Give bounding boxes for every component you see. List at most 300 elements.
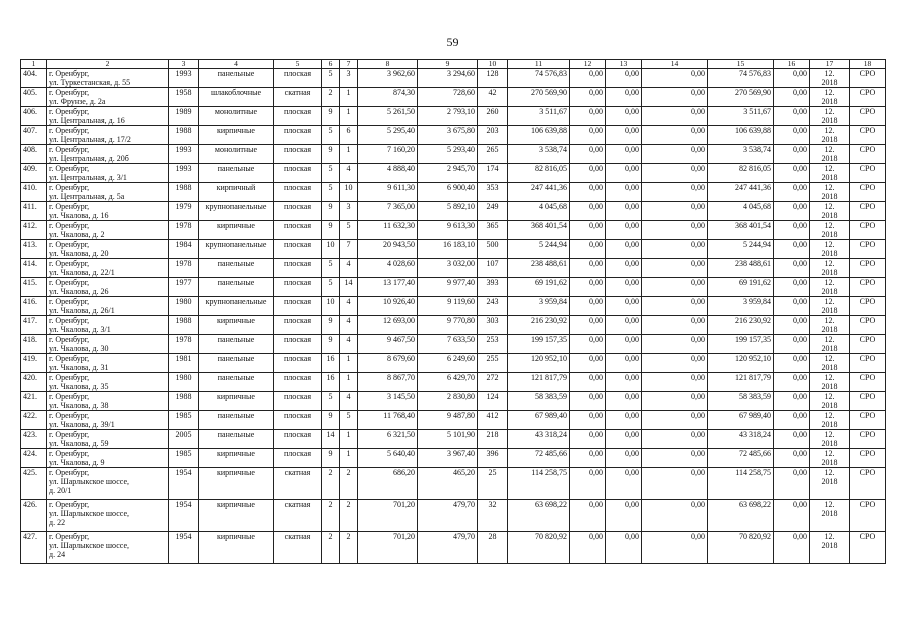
column-header-16: 16 — [774, 60, 810, 69]
column-header-12: 12 — [570, 60, 606, 69]
deadline-month: 12. — [824, 335, 835, 344]
address-line: г. Оренбург, — [49, 500, 90, 509]
total-cost-cell: 3 959,84 — [508, 297, 570, 316]
deadline-month: 12. — [824, 354, 835, 363]
floors-cell: 14 — [322, 430, 340, 449]
total-cost-cell: 63 698,22 — [508, 500, 570, 532]
cost-col-16-cell: 0,00 — [774, 126, 810, 145]
source-cell: СРО — [850, 316, 886, 335]
wall-material-cell: кирпичные — [199, 500, 274, 532]
floors-cell: 5 — [322, 259, 340, 278]
address-line: г. Оренбург, — [49, 297, 90, 306]
deadline-year: 2018 — [821, 268, 838, 277]
wall-material-cell: кирпичные — [199, 532, 274, 564]
cost-col-12-cell: 0,00 — [570, 183, 606, 202]
cost-col-15-cell: 63 698,22 — [708, 500, 774, 532]
year-built-cell: 2005 — [169, 430, 199, 449]
row-number: 414. — [21, 259, 47, 278]
source-cell: СРО — [850, 164, 886, 183]
roof-type-cell: плоская — [274, 392, 322, 411]
cost-col-15-cell: 247 441,36 — [708, 183, 774, 202]
residents-cell: 124 — [478, 392, 508, 411]
cost-col-15-cell: 69 191,62 — [708, 278, 774, 297]
cost-col-12-cell: 0,00 — [570, 392, 606, 411]
cost-col-14-cell: 0,00 — [642, 88, 708, 107]
year-built-cell: 1978 — [169, 259, 199, 278]
wall-material-cell: панельные — [199, 335, 274, 354]
cost-col-15-cell: 72 485,66 — [708, 449, 774, 468]
address-line: д. 24 — [49, 550, 66, 559]
floors-cell: 10 — [322, 240, 340, 259]
address-line: ул. Центральная, д. 5а — [49, 192, 125, 201]
source-cell: СРО — [850, 392, 886, 411]
source-cell: СРО — [850, 88, 886, 107]
source-cell: СРО — [850, 468, 886, 500]
entrances-cell: 4 — [340, 335, 358, 354]
deadline-year: 2018 — [821, 173, 838, 182]
deadline-month: 12. — [824, 202, 835, 211]
page-number: 59 — [446, 35, 459, 49]
total-cost-cell: 3 511,67 — [508, 107, 570, 126]
cost-col-15-cell: 67 989,40 — [708, 411, 774, 430]
living-area-cell: 3 032,00 — [418, 259, 478, 278]
cost-col-13-cell: 0,00 — [606, 202, 642, 221]
cost-col-14-cell: 0,00 — [642, 430, 708, 449]
source-cell: СРО — [850, 373, 886, 392]
address-line: г. Оренбург, — [49, 221, 90, 230]
column-header-18: 18 — [850, 60, 886, 69]
total-area-cell: 3 962,60 — [358, 69, 418, 88]
cost-col-12-cell: 0,00 — [570, 240, 606, 259]
address-line: ул. Центральная, д. 17/2 — [49, 135, 131, 144]
column-header-5: 5 — [274, 60, 322, 69]
address-cell — [47, 335, 169, 354]
deadline-year: 2018 — [821, 363, 838, 372]
address-cell — [47, 532, 169, 564]
floors-cell: 5 — [322, 183, 340, 202]
deadline-cell — [810, 430, 850, 449]
source-cell: СРО — [850, 532, 886, 564]
total-cost-cell: 121 817,79 — [508, 373, 570, 392]
column-header-10: 10 — [478, 60, 508, 69]
residents-cell: 218 — [478, 430, 508, 449]
year-built-cell: 1993 — [169, 145, 199, 164]
living-area-cell: 465,20 — [418, 468, 478, 500]
source-cell: СРО — [850, 145, 886, 164]
table-row — [21, 316, 886, 335]
cost-col-12-cell: 0,00 — [570, 69, 606, 88]
year-built-cell: 1988 — [169, 392, 199, 411]
row-number: 412. — [21, 221, 47, 240]
roof-type-cell: плоская — [274, 259, 322, 278]
total-cost-cell: 43 318,24 — [508, 430, 570, 449]
cost-col-13-cell: 0,00 — [606, 297, 642, 316]
total-area-cell: 701,20 — [358, 500, 418, 532]
residents-cell: 243 — [478, 297, 508, 316]
year-built-cell: 1985 — [169, 411, 199, 430]
address-line: ул. Фрунзе, д. 2а — [49, 97, 106, 106]
address-cell — [47, 183, 169, 202]
address-cell — [47, 145, 169, 164]
deadline-month: 12. — [824, 468, 835, 477]
row-number: 427. — [21, 532, 47, 564]
living-area-cell: 2 793,10 — [418, 107, 478, 126]
living-area-cell: 728,60 — [418, 88, 478, 107]
deadline-cell — [810, 500, 850, 532]
cost-col-12-cell: 0,00 — [570, 335, 606, 354]
row-number: 425. — [21, 468, 47, 500]
entrances-cell: 4 — [340, 316, 358, 335]
column-header-17: 17 — [810, 60, 850, 69]
cost-col-13-cell: 0,00 — [606, 500, 642, 532]
roof-type-cell: плоская — [274, 449, 322, 468]
entrances-cell: 1 — [340, 354, 358, 373]
deadline-cell — [810, 202, 850, 221]
year-built-cell: 1977 — [169, 278, 199, 297]
address-line: ул. Чкалова, д. 3/1 — [49, 325, 111, 334]
total-cost-cell: 67 989,40 — [508, 411, 570, 430]
deadline-year: 2018 — [821, 541, 838, 550]
entrances-cell: 10 — [340, 183, 358, 202]
living-area-cell: 5 293,40 — [418, 145, 478, 164]
living-area-cell: 6 900,40 — [418, 183, 478, 202]
cost-col-14-cell: 0,00 — [642, 468, 708, 500]
cost-col-16-cell: 0,00 — [774, 532, 810, 564]
wall-material-cell: панельные — [199, 278, 274, 297]
address-line: г. Оренбург, — [49, 145, 90, 154]
floors-cell: 9 — [322, 107, 340, 126]
deadline-cell — [810, 221, 850, 240]
address-cell — [47, 430, 169, 449]
total-area-cell: 11 632,30 — [358, 221, 418, 240]
source-cell: СРО — [850, 335, 886, 354]
cost-col-13-cell: 0,00 — [606, 373, 642, 392]
address-line: г. Оренбург, — [49, 107, 90, 116]
living-area-cell: 6 249,60 — [418, 354, 478, 373]
cost-col-13-cell: 0,00 — [606, 430, 642, 449]
cost-col-14-cell: 0,00 — [642, 202, 708, 221]
cost-col-13-cell: 0,00 — [606, 468, 642, 500]
cost-col-16-cell: 0,00 — [774, 500, 810, 532]
address-line: ул. Туркестанская, д. 55 — [49, 78, 131, 87]
source-cell: СРО — [850, 240, 886, 259]
wall-material-cell: панельные — [199, 164, 274, 183]
deadline-cell — [810, 373, 850, 392]
entrances-cell: 5 — [340, 411, 358, 430]
table-row — [21, 430, 886, 449]
address-cell — [47, 107, 169, 126]
cost-col-16-cell: 0,00 — [774, 411, 810, 430]
cost-col-14-cell: 0,00 — [642, 69, 708, 88]
cost-col-13-cell: 0,00 — [606, 532, 642, 564]
deadline-month: 12. — [824, 145, 835, 154]
roof-type-cell: скатная — [274, 88, 322, 107]
address-line: ул. Чкалова, д. 2 — [49, 230, 105, 239]
total-area-cell: 12 693,00 — [358, 316, 418, 335]
living-area-cell: 5 892,10 — [418, 202, 478, 221]
cost-col-12-cell: 0,00 — [570, 107, 606, 126]
year-built-cell: 1993 — [169, 69, 199, 88]
deadline-cell — [810, 183, 850, 202]
total-area-cell: 6 321,50 — [358, 430, 418, 449]
table-row — [21, 411, 886, 430]
address-cell — [47, 449, 169, 468]
source-cell: СРО — [850, 430, 886, 449]
residents-cell: 203 — [478, 126, 508, 145]
year-built-cell: 1988 — [169, 126, 199, 145]
row-number: 413. — [21, 240, 47, 259]
column-header-4: 4 — [199, 60, 274, 69]
address-line: г. Оренбург, — [49, 278, 90, 287]
cost-col-13-cell: 0,00 — [606, 221, 642, 240]
wall-material-cell: кирпичные — [199, 468, 274, 500]
cost-col-16-cell: 0,00 — [774, 221, 810, 240]
total-cost-cell: 70 820,92 — [508, 532, 570, 564]
address-cell — [47, 411, 169, 430]
deadline-year: 2018 — [821, 154, 838, 163]
cost-col-14-cell: 0,00 — [642, 354, 708, 373]
source-cell: СРО — [850, 107, 886, 126]
row-number: 426. — [21, 500, 47, 532]
residents-cell: 412 — [478, 411, 508, 430]
year-built-cell: 1985 — [169, 449, 199, 468]
cost-col-12-cell: 0,00 — [570, 202, 606, 221]
deadline-month: 12. — [824, 183, 835, 192]
cost-col-15-cell: 120 952,10 — [708, 354, 774, 373]
entrances-cell: 7 — [340, 240, 358, 259]
total-area-cell: 7 160,20 — [358, 145, 418, 164]
cost-col-14-cell: 0,00 — [642, 449, 708, 468]
deadline-year: 2018 — [821, 249, 838, 258]
address-cell — [47, 259, 169, 278]
roof-type-cell: плоская — [274, 183, 322, 202]
deadline-cell — [810, 69, 850, 88]
housing-registry-table — [20, 59, 886, 564]
address-line: г. Оренбург, — [49, 202, 90, 211]
cost-col-16-cell: 0,00 — [774, 88, 810, 107]
cost-col-16-cell: 0,00 — [774, 278, 810, 297]
roof-type-cell: плоская — [274, 164, 322, 183]
table-row — [21, 107, 886, 126]
column-header-11: 11 — [508, 60, 570, 69]
table-row — [21, 354, 886, 373]
cost-col-14-cell: 0,00 — [642, 183, 708, 202]
deadline-month: 12. — [824, 449, 835, 458]
total-cost-cell: 74 576,83 — [508, 69, 570, 88]
residents-cell: 42 — [478, 88, 508, 107]
deadline-month: 12. — [824, 221, 835, 230]
entrances-cell: 2 — [340, 500, 358, 532]
address-line: ул. Шарлыкское шоссе, — [49, 477, 129, 486]
table-row — [21, 69, 886, 88]
deadline-cell — [810, 164, 850, 183]
floors-cell: 9 — [322, 335, 340, 354]
cost-col-13-cell: 0,00 — [606, 240, 642, 259]
table-row — [21, 221, 886, 240]
column-header-7: 7 — [340, 60, 358, 69]
cost-col-15-cell: 82 816,05 — [708, 164, 774, 183]
deadline-cell — [810, 449, 850, 468]
entrances-cell: 3 — [340, 202, 358, 221]
deadline-month: 12. — [824, 164, 835, 173]
address-line: д. 20/1 — [49, 486, 72, 495]
deadline-cell — [810, 411, 850, 430]
residents-cell: 128 — [478, 69, 508, 88]
source-cell: СРО — [850, 126, 886, 145]
cost-col-14-cell: 0,00 — [642, 532, 708, 564]
entrances-cell: 1 — [340, 373, 358, 392]
wall-material-cell: монолитные — [199, 107, 274, 126]
entrances-cell: 4 — [340, 297, 358, 316]
cost-col-15-cell: 238 488,61 — [708, 259, 774, 278]
roof-type-cell: плоская — [274, 107, 322, 126]
cost-col-16-cell: 0,00 — [774, 392, 810, 411]
address-line: г. Оренбург, — [49, 240, 90, 249]
deadline-month: 12. — [824, 240, 835, 249]
column-header-8: 8 — [358, 60, 418, 69]
living-area-cell: 3 675,80 — [418, 126, 478, 145]
total-cost-cell: 106 639,88 — [508, 126, 570, 145]
deadline-year: 2018 — [821, 439, 838, 448]
address-line: г. Оренбург, — [49, 449, 90, 458]
total-cost-cell: 368 401,54 — [508, 221, 570, 240]
cost-col-14-cell: 0,00 — [642, 259, 708, 278]
address-line: ул. Чкалова, д. 38 — [49, 401, 109, 410]
deadline-cell — [810, 316, 850, 335]
cost-col-13-cell: 0,00 — [606, 354, 642, 373]
address-line: ул. Шарлыкское шоссе, — [49, 509, 129, 518]
row-number: 418. — [21, 335, 47, 354]
deadline-month: 12. — [824, 532, 835, 541]
total-area-cell: 13 177,40 — [358, 278, 418, 297]
cost-col-15-cell: 74 576,83 — [708, 69, 774, 88]
deadline-year: 2018 — [821, 116, 838, 125]
row-number: 424. — [21, 449, 47, 468]
residents-cell: 265 — [478, 145, 508, 164]
table-body — [21, 69, 886, 564]
year-built-cell: 1993 — [169, 164, 199, 183]
deadline-month: 12. — [824, 500, 835, 509]
cost-col-14-cell: 0,00 — [642, 221, 708, 240]
source-cell: СРО — [850, 500, 886, 532]
cost-col-14-cell: 0,00 — [642, 126, 708, 145]
address-line: г. Оренбург, — [49, 126, 90, 135]
cost-col-14-cell: 0,00 — [642, 411, 708, 430]
source-cell: СРО — [850, 259, 886, 278]
deadline-year: 2018 — [821, 477, 838, 486]
row-number: 406. — [21, 107, 47, 126]
cost-col-16-cell: 0,00 — [774, 297, 810, 316]
cost-col-15-cell: 3 511,67 — [708, 107, 774, 126]
cost-col-13-cell: 0,00 — [606, 183, 642, 202]
cost-col-12-cell: 0,00 — [570, 468, 606, 500]
living-area-cell: 9 487,80 — [418, 411, 478, 430]
cost-col-15-cell: 199 157,35 — [708, 335, 774, 354]
address-line: г. Оренбург, — [49, 335, 90, 344]
cost-col-16-cell: 0,00 — [774, 69, 810, 88]
table-row — [21, 392, 886, 411]
residents-cell: 255 — [478, 354, 508, 373]
floors-cell: 5 — [322, 392, 340, 411]
entrances-cell: 1 — [340, 88, 358, 107]
source-cell: СРО — [850, 221, 886, 240]
column-header-3: 3 — [169, 60, 199, 69]
cost-col-14-cell: 0,00 — [642, 164, 708, 183]
cost-col-16-cell: 0,00 — [774, 373, 810, 392]
row-number: 416. — [21, 297, 47, 316]
residents-cell: 393 — [478, 278, 508, 297]
wall-material-cell: панельные — [199, 430, 274, 449]
year-built-cell: 1988 — [169, 183, 199, 202]
deadline-year: 2018 — [821, 287, 838, 296]
cost-col-14-cell: 0,00 — [642, 278, 708, 297]
address-line: г. Оренбург, — [49, 316, 90, 325]
cost-col-12-cell: 0,00 — [570, 145, 606, 164]
address-line: ул. Чкалова, д. 26/1 — [49, 306, 115, 315]
total-area-cell: 7 365,00 — [358, 202, 418, 221]
table-row — [21, 164, 886, 183]
roof-type-cell: плоская — [274, 240, 322, 259]
living-area-cell: 9 119,60 — [418, 297, 478, 316]
address-cell — [47, 202, 169, 221]
address-line: ул. Чкалова, д. 20 — [49, 249, 109, 258]
cost-col-16-cell: 0,00 — [774, 354, 810, 373]
deadline-month: 12. — [824, 297, 835, 306]
total-area-cell: 8 679,60 — [358, 354, 418, 373]
table-row — [21, 88, 886, 107]
floors-cell: 5 — [322, 126, 340, 145]
wall-material-cell: кирпичный — [199, 183, 274, 202]
address-cell — [47, 240, 169, 259]
address-line: ул. Чкалова, д. 59 — [49, 439, 109, 448]
cost-col-13-cell: 0,00 — [606, 392, 642, 411]
total-cost-cell: 120 952,10 — [508, 354, 570, 373]
entrances-cell: 2 — [340, 468, 358, 500]
column-header-13: 13 — [606, 60, 642, 69]
deadline-cell — [810, 107, 850, 126]
residents-cell: 303 — [478, 316, 508, 335]
total-area-cell: 10 926,40 — [358, 297, 418, 316]
row-number: 415. — [21, 278, 47, 297]
deadline-cell — [810, 532, 850, 564]
cost-col-12-cell: 0,00 — [570, 88, 606, 107]
cost-col-12-cell: 0,00 — [570, 373, 606, 392]
roof-type-cell: плоская — [274, 145, 322, 164]
roof-type-cell: плоская — [274, 430, 322, 449]
deadline-year: 2018 — [821, 192, 838, 201]
cost-col-13-cell: 0,00 — [606, 449, 642, 468]
row-number: 420. — [21, 373, 47, 392]
deadline-cell — [810, 126, 850, 145]
source-cell: СРО — [850, 449, 886, 468]
address-line: г. Оренбург, — [49, 532, 90, 541]
deadline-month: 12. — [824, 430, 835, 439]
row-number: 409. — [21, 164, 47, 183]
cost-col-13-cell: 0,00 — [606, 107, 642, 126]
row-number: 423. — [21, 430, 47, 449]
address-cell — [47, 221, 169, 240]
wall-material-cell: крупнопанельные — [199, 202, 274, 221]
cost-col-13-cell: 0,00 — [606, 335, 642, 354]
living-area-cell: 6 429,70 — [418, 373, 478, 392]
address-line: ул. Чкалова, д. 30 — [49, 344, 109, 353]
total-area-cell: 4 888,40 — [358, 164, 418, 183]
cost-col-15-cell: 5 244,94 — [708, 240, 774, 259]
address-cell — [47, 354, 169, 373]
cost-col-16-cell: 0,00 — [774, 107, 810, 126]
source-cell: СРО — [850, 69, 886, 88]
year-built-cell: 1979 — [169, 202, 199, 221]
